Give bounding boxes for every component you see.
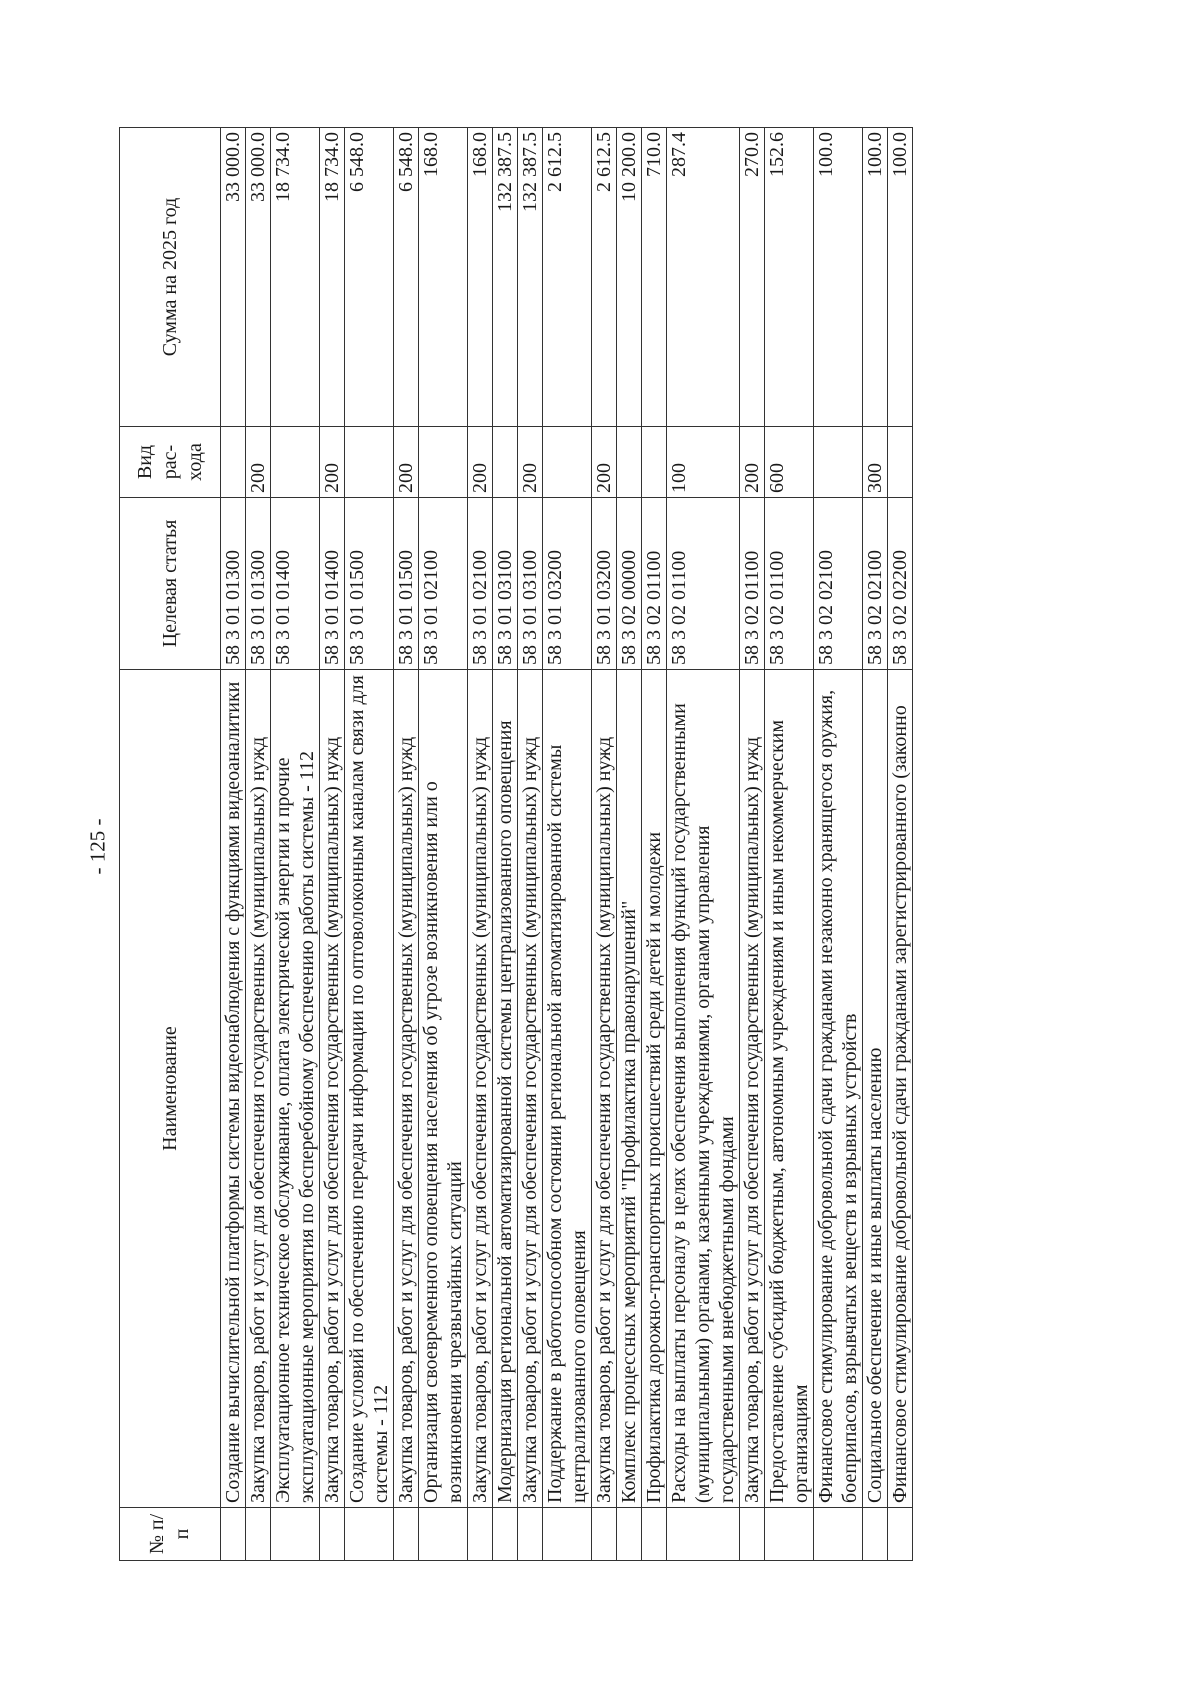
row-sum: 168.0	[468, 128, 493, 427]
table-row	[518, 128, 543, 1561]
row-name: Закупка товаров, работ и услуг для обеспечения государственных (муниципальных) нужд	[320, 670, 345, 1508]
row-target-article: 58 3 01 03200	[592, 498, 617, 670]
table-row	[592, 128, 617, 1561]
row-target-article: 58 3 02 00000	[617, 498, 642, 670]
row-target-article: 58 3 01 01500	[394, 498, 419, 670]
row-target-article: 58 3 02 01100	[765, 498, 814, 670]
row-target-article: 58 3 02 01100	[642, 498, 667, 670]
table-row	[740, 128, 765, 1561]
row-sum: 710.0	[642, 128, 667, 427]
row-expense-type: 200	[468, 427, 493, 498]
row-target-article: 58 3 02 01100	[740, 498, 765, 670]
row-number	[642, 1508, 667, 1561]
row-sum: 132 387.5	[518, 128, 543, 427]
row-expense-type: 200	[592, 427, 617, 498]
table-row	[863, 128, 888, 1561]
page-number: - 125 -	[85, 818, 110, 874]
row-number	[518, 1508, 543, 1561]
row-number	[271, 1508, 320, 1561]
header-expense-type: Вид рас- хода	[120, 427, 221, 498]
table-body	[221, 128, 913, 1561]
table-row	[221, 128, 246, 1561]
header-name: Наименование	[120, 670, 221, 1508]
table-row	[765, 128, 814, 1561]
table-row	[468, 128, 493, 1561]
row-name: Организация своевременного оповещения населения об угрозе возникновения или о возникновении чрезвычайных ситуаций	[419, 670, 468, 1508]
row-name: Поддержание в работоспособном состоянии региональной автоматизированной системы централизованного оповещения	[543, 670, 592, 1508]
table-row	[543, 128, 592, 1561]
row-number	[221, 1508, 246, 1561]
row-expense-type	[419, 427, 468, 498]
row-target-article: 58 3 01 02100	[468, 498, 493, 670]
row-sum: 6 548.0	[345, 128, 394, 427]
header-target-article: Целевая статья	[120, 498, 221, 670]
row-name: Предоставление субсидий бюджетным, автономным учреждениям и иным некоммерческим организациям	[765, 670, 814, 1508]
row-sum: 33 000.0	[221, 128, 246, 427]
table-row	[493, 128, 518, 1561]
row-number	[543, 1508, 592, 1561]
row-number	[468, 1508, 493, 1561]
row-name: Финансовое стимулирование добровольной сдачи гражданами зарегистрированного (законно	[888, 670, 913, 1508]
row-target-article: 58 3 01 01500	[345, 498, 394, 670]
row-expense-type: 600	[765, 427, 814, 498]
row-number	[246, 1508, 271, 1561]
row-target-article: 58 3 02 02100	[814, 498, 863, 670]
table-row	[642, 128, 667, 1561]
table-row	[345, 128, 394, 1561]
row-number	[419, 1508, 468, 1561]
row-sum: 2 612.5	[543, 128, 592, 427]
row-target-article: 58 3 02 01100	[667, 498, 740, 670]
row-number	[320, 1508, 345, 1561]
row-sum: 33 000.0	[246, 128, 271, 427]
row-expense-type	[888, 427, 913, 498]
row-sum: 100.0	[888, 128, 913, 427]
row-expense-type: 100	[667, 427, 740, 498]
table-row	[617, 128, 642, 1561]
row-target-article: 58 3 01 03200	[543, 498, 592, 670]
row-sum: 18 734.0	[271, 128, 320, 427]
budget-table-rotated	[119, 128, 1056, 1561]
row-number	[863, 1508, 888, 1561]
row-name: Создание вычислительной платформы системы видеонаблюдения с функциями видеоаналитики	[221, 670, 246, 1508]
table-row	[271, 128, 320, 1561]
row-number	[888, 1508, 913, 1561]
row-number	[814, 1508, 863, 1561]
table-row	[320, 128, 345, 1561]
header-sum-2025: Сумма на 2025 год	[120, 128, 221, 427]
row-expense-type	[617, 427, 642, 498]
row-sum: 2 612.5	[592, 128, 617, 427]
row-number	[394, 1508, 419, 1561]
row-name: Комплекс процессных мероприятий "Профилактика правонарушений"	[617, 670, 642, 1508]
row-target-article: 58 3 02 02100	[863, 498, 888, 670]
row-expense-type	[345, 427, 394, 498]
row-expense-type: 200	[246, 427, 271, 498]
row-sum: 18 734.0	[320, 128, 345, 427]
row-target-article: 58 3 02 02200	[888, 498, 913, 670]
row-number	[345, 1508, 394, 1561]
row-name: Создание условий по обеспечению передачи информации по оптоволоконным каналам связи для системы - 112	[345, 670, 394, 1508]
row-expense-type: 200	[740, 427, 765, 498]
row-name: Закупка товаров, работ и услуг для обеспечения государственных (муниципальных) нужд	[468, 670, 493, 1508]
row-target-article: 58 3 01 01400	[271, 498, 320, 670]
row-number	[765, 1508, 814, 1561]
row-name: Закупка товаров, работ и услуг для обеспечения государственных (муниципальных) нужд	[740, 670, 765, 1508]
row-name: Эксплуатационное техническое обслуживание, оплата электрической энергии и прочие эксплуатационные мероприятия по бесперебойному обеспечению работы системы - 112	[271, 670, 320, 1508]
row-name: Финансовое стимулирование добровольной сдачи гражданами незаконно хранящегося оружия, боеприпасов, взрывчатых веществ и взрывных устройств	[814, 670, 863, 1508]
table-row	[419, 128, 468, 1561]
row-expense-type	[543, 427, 592, 498]
row-name: Закупка товаров, работ и услуг для обеспечения государственных (муниципальных) нужд	[394, 670, 419, 1508]
row-number	[493, 1508, 518, 1561]
row-expense-type: 200	[320, 427, 345, 498]
row-name: Профилактика дорожно-транспортных происшествий среди детей и молодежи	[642, 670, 667, 1508]
row-expense-type	[271, 427, 320, 498]
row-number	[617, 1508, 642, 1561]
row-target-article: 58 3 01 01400	[320, 498, 345, 670]
row-name: Модернизация региональной автоматизированной системы централизованного оповещения	[493, 670, 518, 1508]
table-header-row	[120, 128, 221, 1561]
row-expense-type: 200	[518, 427, 543, 498]
row-number	[667, 1508, 740, 1561]
table-row	[814, 128, 863, 1561]
row-expense-type	[493, 427, 518, 498]
row-expense-type	[221, 427, 246, 498]
row-sum: 10 200.0	[617, 128, 642, 427]
table-row	[394, 128, 419, 1561]
row-number	[740, 1508, 765, 1561]
row-sum: 168.0	[419, 128, 468, 427]
row-expense-type: 300	[863, 427, 888, 498]
row-target-article: 58 3 01 03100	[493, 498, 518, 670]
row-expense-type	[642, 427, 667, 498]
row-sum: 100.0	[863, 128, 888, 427]
row-number	[592, 1508, 617, 1561]
row-target-article: 58 3 01 03100	[518, 498, 543, 670]
row-target-article: 58 3 01 01300	[246, 498, 271, 670]
header-number: № п/п	[120, 1508, 221, 1561]
row-sum: 287.4	[667, 128, 740, 427]
table-row	[246, 128, 271, 1561]
row-name: Социальное обеспечение и иные выплаты населению	[863, 670, 888, 1508]
row-expense-type: 200	[394, 427, 419, 498]
row-name: Закупка товаров, работ и услуг для обеспечения государственных (муниципальных) нужд	[518, 670, 543, 1508]
row-name: Закупка товаров, работ и услуг для обеспечения государственных (муниципальных) нужд	[592, 670, 617, 1508]
row-target-article: 58 3 01 02100	[419, 498, 468, 670]
row-sum: 152.6	[765, 128, 814, 427]
row-sum: 132 387.5	[493, 128, 518, 427]
row-expense-type	[814, 427, 863, 498]
row-name: Расходы на выплаты персоналу в целях обеспечения выполнения функций государственными (муниципальными) органами, казенными учреждениями, органами управления государственными внебюджетными фондами	[667, 670, 740, 1508]
table-row	[667, 128, 740, 1561]
row-name: Закупка товаров, работ и услуг для обеспечения государственных (муниципальных) нужд	[246, 670, 271, 1508]
table-row	[888, 128, 913, 1561]
row-sum: 270.0	[740, 128, 765, 427]
row-sum: 6 548.0	[394, 128, 419, 427]
budget-table	[119, 127, 913, 1561]
row-target-article: 58 3 01 01300	[221, 498, 246, 670]
row-sum: 100.0	[814, 128, 863, 427]
